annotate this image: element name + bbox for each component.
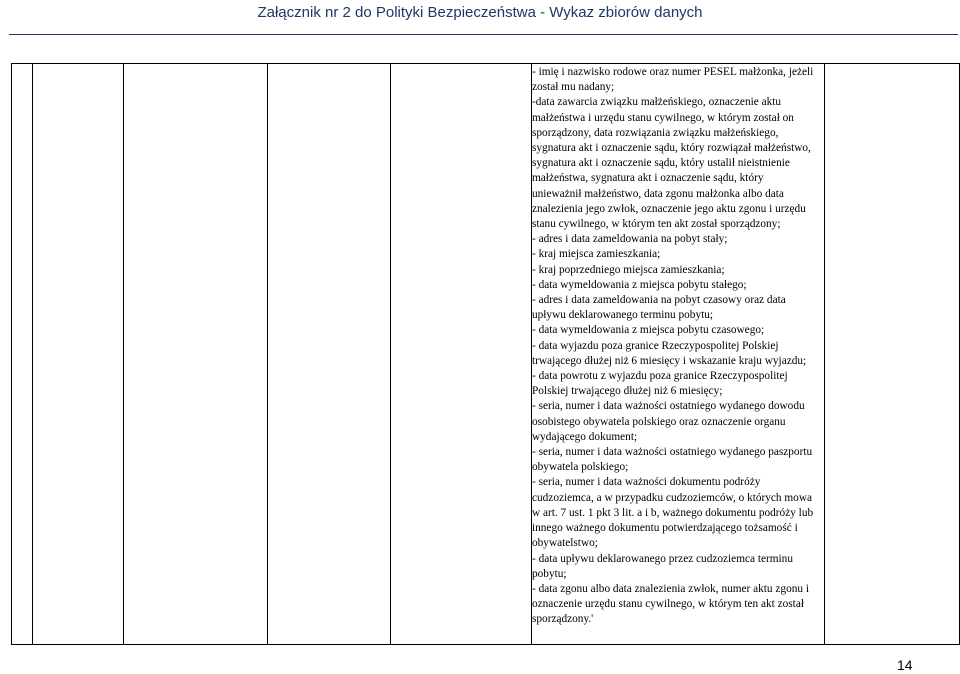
cell-text-line: cudzoziemca, a w przypadku cudzoziemców, o których mowa — [532, 491, 813, 504]
cell-text-line: obywatela polskiego; — [532, 461, 629, 474]
cell-text-line: - seria, numer i data ważności ostatniego wydanego dowodu — [532, 400, 805, 413]
table-column-divider — [123, 64, 124, 644]
cell-text-line: stanu cywilnego, w którym ten akt został sporządzony; — [532, 218, 781, 231]
cell-text-line: innego ważnego dokumentu potwierdzającego tożsamość i — [532, 522, 798, 535]
cell-text-line: Polskiej trwającego dłużej niż 6 miesięcy; — [532, 385, 723, 398]
page-number: 14 — [897, 657, 913, 673]
table-column-divider — [32, 64, 33, 644]
table-column-divider — [267, 64, 268, 644]
cell-text-line: sygnatura akt i oznaczenie sądu, który rozwiązał małżeństwo, — [532, 142, 811, 155]
cell-text-line: sygnatura akt i oznaczenie sądu, który ustalił nieistnienie — [532, 157, 790, 170]
cell-text-line: - data wyjazdu poza granice Rzeczypospolitej Polskiej — [532, 339, 779, 352]
cell-text-line: upływu deklarowanego terminu pobytu; — [532, 309, 714, 322]
cell-text-line: został mu nadany; — [532, 81, 615, 94]
cell-text-line: - adres i data zameldowania na pobyt stały; — [532, 233, 728, 246]
cell-text-line: - imię i nazwisko rodowe oraz numer PESEL małżonka, jeżeli — [532, 66, 814, 78]
cell-text-line: sporządzony.' — [532, 613, 594, 626]
cell-text-line: - seria, numer i data ważności ostatniego wydanego paszportu — [532, 446, 813, 459]
cell-text-line: trwającego dłużej niż 6 miesięcy i wskazanie kraju wyjazdu; — [532, 354, 807, 367]
page-header-title: Załącznik nr 2 do Polityki Bezpieczeństwa - Wykaz zbiorów danych — [257, 4, 703, 21]
cell-text-line: - data wymeldowania z miejsca pobytu czasowego; — [532, 324, 765, 337]
cell-text-line: - data powrotu z wyjazdu poza granice Rzeczypospolitej — [532, 370, 788, 383]
cell-text-line: małżeństwa, sygnatura akt i oznaczenie sądu, który — [532, 172, 764, 185]
table-column-divider — [390, 64, 391, 644]
cell-text-line: - data wymeldowania z miejsca pobytu stałego; — [532, 278, 747, 291]
header-divider — [9, 34, 958, 35]
cell-text-line: - data zgonu albo data znalezienia zwłok, numer aktu zgonu i — [532, 582, 809, 595]
cell-text-line: -data zawarcia związku małżeńskiego, oznaczenie aktu — [532, 96, 782, 109]
cell-text-line: osobistego obywatela polskiego oraz oznaczenie organu — [532, 415, 786, 428]
cell-text-line: sporządzony, data rozwiązania związku małżeńskiego, — [532, 126, 779, 139]
cell-text-line: obywatelstwo; — [532, 537, 598, 550]
cell-text-line: unieważnił małżeństwo, data zgonu małżonka albo data — [532, 187, 784, 200]
cell-text-line: - data upływu deklarowanego przez cudzoziemca terminu — [532, 552, 793, 565]
cell-text-line: - seria, numer i data ważności dokumentu podróży — [532, 476, 761, 489]
table-column-divider — [824, 64, 825, 644]
cell-text-line: - adres i data zameldowania na pobyt czasowy oraz data — [532, 294, 786, 307]
cell-text-line: - kraj poprzedniego miejsca zamieszkania; — [532, 263, 725, 276]
cell-text-line: pobytu; — [532, 567, 567, 580]
cell-text-line: oznaczenie urzędu stanu cywilnego, w którym ten akt został — [532, 598, 804, 611]
personal-data-scope-cell — [532, 65, 824, 628]
cell-text-line: - kraj miejsca zamieszkania; — [532, 248, 661, 261]
cell-text-line: małżeństwa i urzędu stanu cywilnego, w którym został on — [532, 111, 794, 124]
cell-text-line: w art. 7 ust. 1 pkt 3 lit. a i b, ważnego dokumentu podróży lub — [532, 506, 814, 519]
cell-text-line: wydającego dokument; — [532, 430, 638, 443]
cell-text-line: znalezienia jego zwłok, oznaczenie jego aktu zgonu i urzędu — [532, 202, 806, 215]
